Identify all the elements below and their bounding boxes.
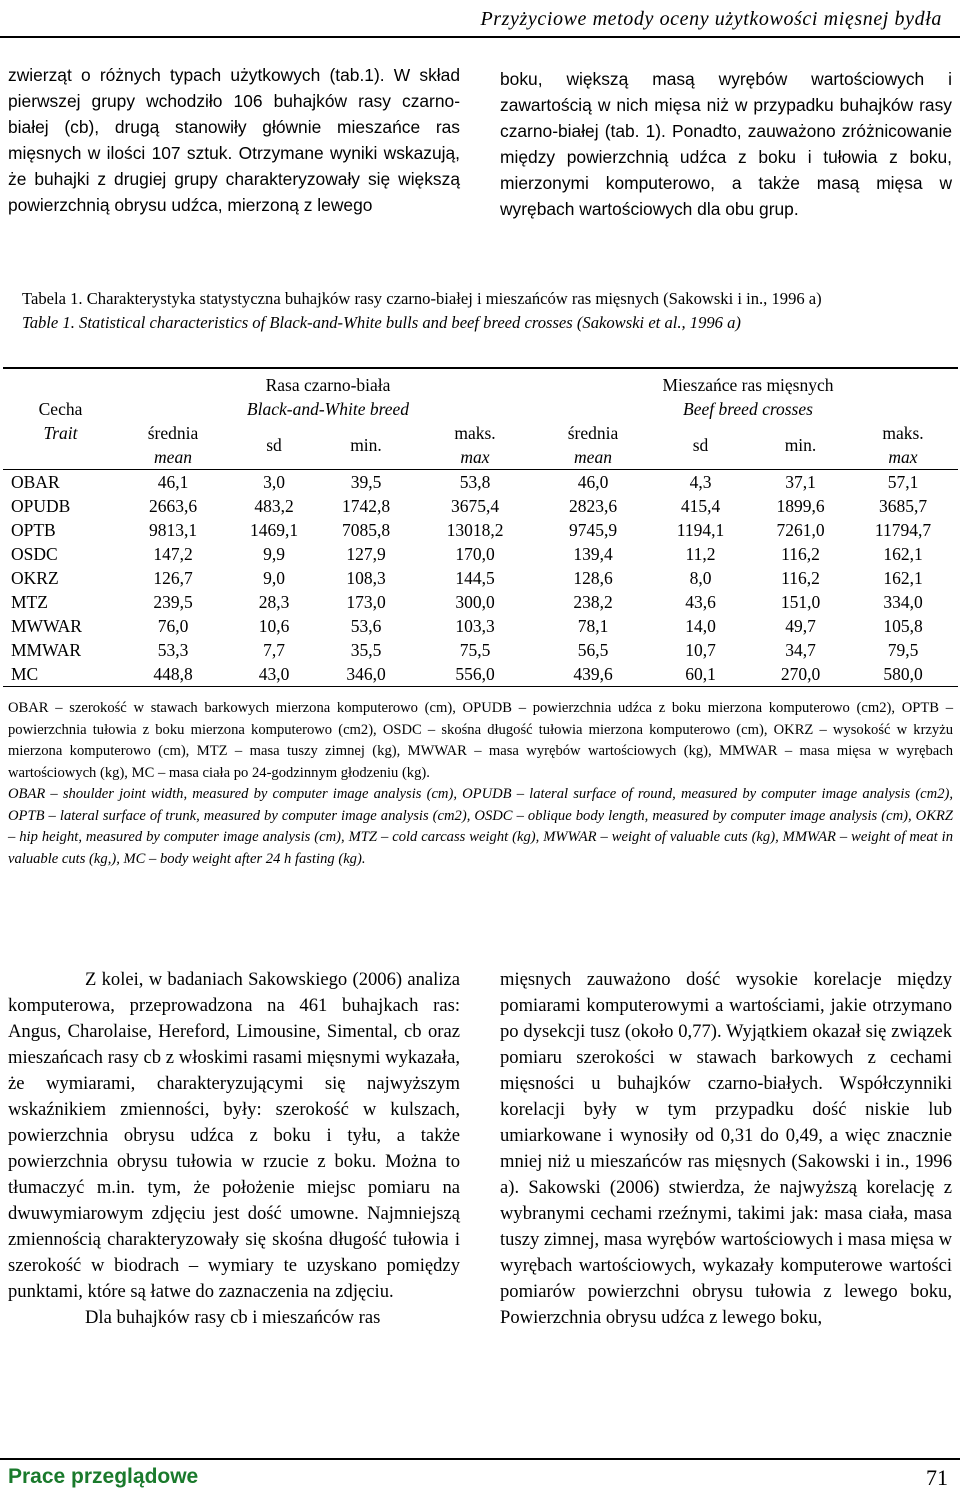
col-max-en-2: max	[888, 447, 918, 467]
value-cell: 580,0	[848, 662, 958, 687]
bottom-right-paragraph: mięsnych zauważono dość wysokie korelacje między pomiarami komputerowymi a wartościami, jakie otrzymano po dysekcji tusz (około 0,77). Wyjątkiem okazał się związek pomiaru szerokości w stawach barkowych z cechami mięsności u buhajków czarno-białych. Współczynniki korelacji były w tym przypadku dość niskie lub umiarkowane i wynosiły od 0,31 do 0,49, a więc znacznie mniej niż u mieszańców ras mięsnych (Sakowski i in., 1996 a). Sakowski (2006) stwierdza, że najwyższą korelację z wybranymi cechami rzeźnymi, takimi jak: masa ciała, masa tuszy zimnej, masa wyrębów wartościowych i masa mięsa w wyrębach wartościowych, wykazały komputerowe wartości pomiarów powierzchni obrysu tułowia z lewego boku, Powierzchnia obrysu udźca z lewego boku,	[500, 969, 952, 1328]
bottom-left-paragraph-1: Z kolei, w badaniach Sakowskiego (2006) analiza komputerowa, przeprowadzona na 461 buhajkach ras: Angus, Charolaise, Hereford, Limousine, Simental, cb oraz mieszańcach rasy cb z włoskimi rasami mięsnymi wykazała, że wymiarami, charakteryzującymi się najwyższym wskaźnikiem zmienności, były: szerokość w kulszach, powierzchnia obrysu udźca z boku i tyłu, a także powierzchnia obrysu tułowia w rzucie z boku. Można to tłumaczyć m.in. tym, że położenie miejsc pomiaru na dwuwymiarowym zdjęciu jest dość umowne. Najmniejszą zmiennością charakteryzowały się skośna długość tułowia i szerokość w biodrach – wymiary te uzyskano pomiędzy punktami, które są łatwe do zaznaczenia na zdjęciu.	[8, 969, 460, 1302]
trait-cell: MTZ	[11, 592, 48, 612]
bottom-left-column	[8, 967, 460, 1331]
value-cell: 334,0	[883, 592, 923, 612]
value-cell: 346,0	[320, 662, 412, 687]
table-notes	[8, 698, 953, 870]
value-cell: 108,3	[346, 568, 386, 588]
table-row	[3, 518, 958, 542]
value-cell: 238,2	[573, 592, 613, 612]
value-cell: 4,3	[648, 470, 753, 495]
value-cell: 1469,1	[249, 520, 299, 540]
group1-header-en: Black-and-White breed	[246, 399, 410, 419]
value-cell: 60,1	[648, 662, 753, 687]
value-cell: 14,0	[685, 616, 716, 636]
value-cell: 116,2	[781, 568, 820, 588]
value-cell: 78,1	[577, 616, 609, 636]
value-cell: 76,0	[157, 616, 189, 636]
trait-header-pl: Cecha	[38, 399, 83, 419]
value-cell: 7085,8	[341, 520, 391, 540]
trait-header-en: Trait	[43, 423, 78, 443]
value-cell: 270,0	[753, 662, 848, 687]
table-row	[3, 566, 958, 590]
value-cell: 439,6	[538, 662, 648, 687]
col-mean-pl-2: średnia	[567, 423, 619, 443]
value-cell: 9,9	[263, 544, 285, 564]
value-cell: 53,3	[157, 640, 189, 660]
value-cell: 1742,8	[341, 496, 391, 516]
value-cell: 75,5	[459, 640, 491, 660]
value-cell: 128,6	[573, 568, 613, 588]
value-cell: 43,6	[685, 592, 716, 612]
value-cell: 9745,9	[568, 520, 618, 540]
trait-cell: OKRZ	[11, 568, 59, 588]
table-row	[3, 662, 958, 687]
value-cell: 162,1	[883, 568, 923, 588]
table-row	[3, 542, 958, 566]
top-left-column	[8, 62, 460, 218]
table-body	[3, 470, 958, 687]
trait-cell: OPTB	[11, 520, 56, 540]
value-cell: 556,0	[412, 662, 538, 687]
trait-cell: MC	[3, 662, 118, 687]
value-cell: 300,0	[455, 592, 495, 612]
value-cell: 11,2	[685, 544, 716, 564]
value-cell: 34,7	[785, 640, 816, 660]
trait-cell: MWWAR	[11, 616, 82, 636]
value-cell: 144,5	[455, 568, 495, 588]
value-cell: 79,5	[887, 640, 919, 660]
value-cell: 28,3	[258, 592, 290, 612]
value-cell: 10,7	[685, 640, 716, 660]
value-cell: 57,1	[848, 470, 958, 495]
value-cell: 1899,6	[776, 496, 825, 516]
table-caption-en: Table 1. Statistical characteristics of Black-and-White bulls and beef breed crosses (Sakowski et al., 1996 a)	[22, 313, 741, 332]
table-row	[3, 590, 958, 614]
page-number: 71	[926, 1465, 948, 1490]
value-cell: 415,4	[680, 496, 721, 516]
col-mean-en-2: mean	[574, 447, 612, 467]
value-cell: 170,0	[455, 544, 495, 564]
table-row	[3, 614, 958, 638]
value-cell: 139,4	[573, 544, 613, 564]
trait-cell: MMWAR	[11, 640, 82, 660]
running-title: Przyżyciowe metody oceny użytkowości mięsnej bydła	[480, 8, 942, 30]
top-right-paragraph: boku, większą masą wyrębów wartościowych i zawartością w nich mięsa niż w przypadku buhajków rasy czarno-białej (tab. 1). Ponadto, zauważono zróżnicowanie między powierzchnią udźca z boku i tułowia z boku, mierzonymi komputerowo, a także masą mięsa w wyrębach wartościowych dla obu grup.	[500, 69, 952, 219]
value-cell: 105,8	[883, 616, 923, 636]
value-cell: 3685,7	[878, 496, 928, 516]
value-cell: 9,0	[263, 568, 285, 588]
value-cell: 56,5	[577, 640, 609, 660]
value-cell: 2823,6	[568, 496, 618, 516]
value-cell: 3675,4	[450, 496, 500, 516]
top-right-column	[500, 66, 952, 222]
bottom-left-paragraph-2: Dla buhajków rasy cb i mieszańców ras	[85, 1307, 381, 1328]
value-cell: 7261,0	[776, 520, 825, 540]
col-mean-pl-1: średnia	[147, 423, 199, 443]
col-min-1: min.	[350, 435, 382, 455]
value-cell: 162,1	[883, 544, 923, 564]
value-cell: 126,7	[153, 568, 193, 588]
col-max-en-1: max	[460, 447, 490, 467]
value-cell: 49,7	[785, 616, 816, 636]
value-cell: 3,0	[228, 470, 320, 495]
value-cell: 483,2	[254, 496, 294, 516]
footer-rule	[0, 1458, 960, 1460]
value-cell: 147,2	[153, 544, 193, 564]
value-cell: 53,6	[350, 616, 382, 636]
value-cell: 2663,6	[148, 496, 198, 516]
value-cell: 127,9	[346, 544, 386, 564]
trait-cell: OPUDB	[11, 496, 71, 516]
value-cell: 9813,1	[148, 520, 198, 540]
value-cell: 39,5	[320, 470, 412, 495]
col-max-pl-2: maks.	[882, 423, 924, 443]
trait-cell: OBAR	[3, 470, 118, 495]
value-cell: 7,7	[263, 640, 285, 660]
value-cell: 53,8	[412, 470, 538, 495]
value-cell: 151,0	[780, 592, 821, 612]
value-cell: 1194,1	[676, 520, 725, 540]
value-cell: 13018,2	[446, 520, 504, 540]
value-cell: 11794,7	[874, 520, 932, 540]
value-cell: 43,0	[228, 662, 320, 687]
value-cell: 239,5	[153, 592, 193, 612]
table-row	[3, 638, 958, 662]
col-sd-1: sd	[266, 435, 282, 455]
value-cell: 37,1	[753, 470, 848, 495]
group2-header-pl: Mieszańce ras mięsnych	[662, 375, 834, 395]
value-cell: 116,2	[781, 544, 820, 564]
group2-header-en: Beef breed crosses	[683, 399, 813, 419]
trait-cell: OSDC	[11, 544, 58, 564]
section-label: Prace przeglądowe	[8, 1465, 199, 1488]
table-caption-pl: Tabela 1. Charakterystyka statystyczna buhajków rasy czarno-białej i mieszańców ras mięsnych (Sakowski i in., 1996 a)	[22, 289, 822, 308]
notes-en: OBAR – shoulder joint width, measured by computer image analysis (cm), OPUDB – lateral surface of round, measured by computer image analysis (cm2), OPTB – lateral surface of trunk, measured by computer image analysis (cm2), OSDC – oblique body length, measured by computer image analysis (cm), OKRZ – hip height, measured by computer image analysis (cm), MTZ – cold carcass weight (kg), MWWAR – weight of valuable cuts (kg), MMWAR – weight of meat in valuable cuts (kg,), MC – body weight after 24 h fasting (kg).	[8, 786, 953, 867]
group1-header-pl: Rasa czarno-biała	[265, 375, 391, 395]
col-min-2: min.	[784, 435, 817, 455]
statistics-table	[3, 367, 958, 687]
value-cell: 46,1	[118, 470, 228, 495]
value-cell: 448,8	[118, 662, 228, 687]
table-row	[3, 494, 958, 518]
value-cell: 173,0	[346, 592, 386, 612]
value-cell: 10,6	[258, 616, 290, 636]
header-rule	[0, 36, 960, 38]
col-mean-en-1: mean	[154, 447, 192, 467]
col-sd-2: sd	[692, 435, 709, 455]
notes-pl: OBAR – szerokość w stawach barkowych mierzona komputerowo (cm), OPUDB – powierzchnia udźca z boku mierzona komputerowo (cm2), OPTB – powierzchnia tułowia z boku mierzona komputerowo (cm2), OSDC – skośna długość tułowia mierzona komputerowo (cm), OKRZ – wysokość w krzyżu mierzona komputerowo (cm), MTZ – masa tuszy zimnej (kg), MWWAR – masa wyrębów wartościowych (kg), MMWAR – masa mięsa w wyrębach wartościowych (kg), MC – masa ciała po 24-godzinnym głodzeniu (kg).	[8, 700, 953, 781]
col-max-pl-1: maks.	[454, 423, 496, 443]
value-cell: 103,3	[455, 616, 495, 636]
value-cell: 35,5	[350, 640, 382, 660]
table-row	[3, 470, 958, 495]
bottom-right-column	[500, 967, 952, 1331]
value-cell: 8,0	[689, 568, 712, 588]
value-cell: 46,0	[538, 470, 648, 495]
top-left-paragraph: zwierząt o różnych typach użytkowych (tab.1). W skład pierwszej grupy wchodziło 106 buhajków rasy czarno-białej (cb), drugą stanowiły głównie mieszańce ras mięsnych w ilości 107 sztuk. Otrzymane wyniki wskazują, że buhajki z drugiej grupy charakteryzowały się większą powierzchnią obrysu udźca, mierzoną z lewego	[8, 65, 460, 215]
